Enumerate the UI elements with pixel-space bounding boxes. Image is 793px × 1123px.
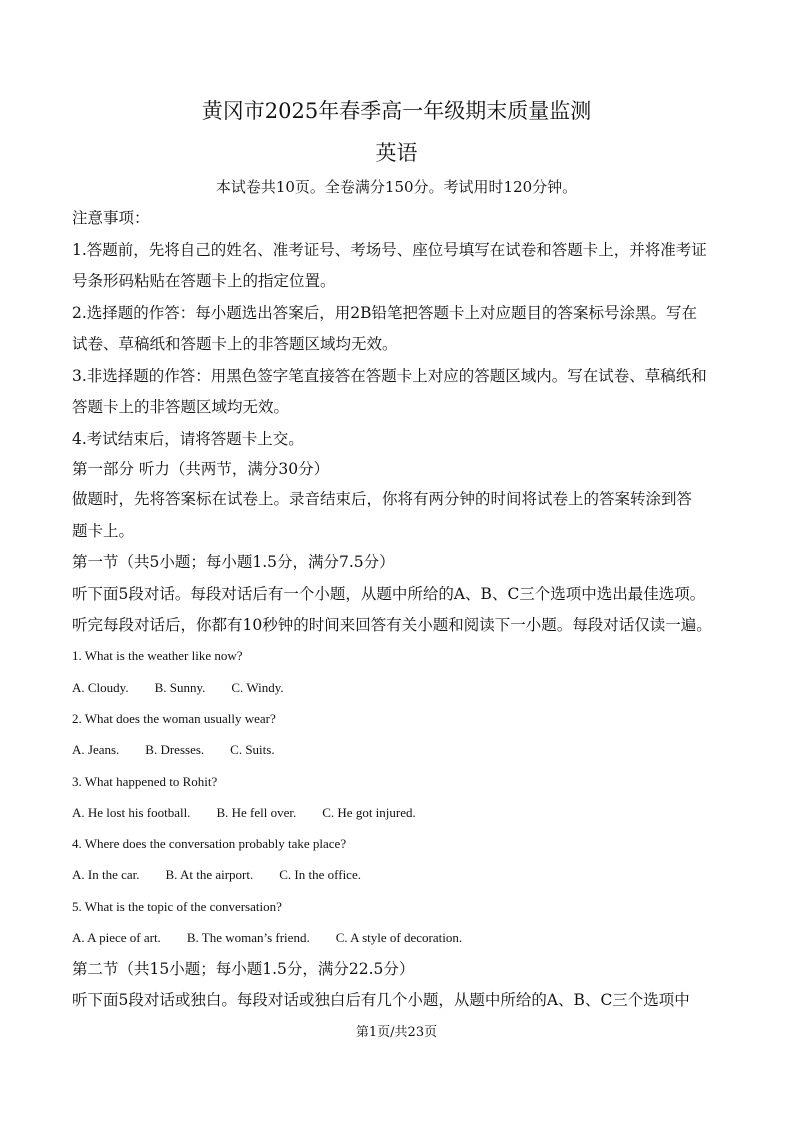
option-a: A. Jeans. [72,742,120,757]
question-4: 4. Where does the conversation probably take place? [72,836,347,851]
question-2-options [72,741,301,759]
question-5: 5. What is the topic of the conversation? [72,899,282,914]
part1-instruction-line-2: 题卡上。 [72,522,135,540]
part1-heading: 第一部分 听力（共两节，满分30分） [72,460,330,478]
section2-heading: 第二节（共15小题；每小题1.5分，满分22.5分） [72,960,415,978]
note-3-line-1: 3.非选择题的作答：用黑色签字笔直接答在答题卡上对应的答题区域内。写在试卷、草稿纸和 [72,367,707,385]
option-c: C. In the office. [279,867,361,882]
section2-instruction-line-1: 听下面5段对话或独白。每段对话或独白后有几个小题，从题中所给的A、B、C三个选项中 [72,991,690,1009]
option-b: B. The woman’s friend. [186,930,310,945]
option-c: C. A style of decoration. [335,930,463,945]
option-b: B. Sunny. [154,680,206,695]
option-a: A. He lost his football. [72,805,191,820]
option-a: A. Cloudy. [72,680,129,695]
section1-instruction-line-2: 听完每段对话后，你都有10秒钟的时间来回答有关小题和阅读下一小题。每段对话仅读一遍。 [72,616,712,634]
page-footer: 第1页/共23页 [355,1025,438,1040]
section1-heading: 第一节（共5小题；每小题1.5分，满分7.5分） [72,553,395,571]
note-4: 4.考试结束后，请将答题卡上交。 [72,430,304,448]
note-1-line-2: 号条形码粘贴在答题卡上的指定位置。 [72,272,336,290]
question-5-options [72,929,488,947]
option-c: C. Windy. [231,680,284,695]
question-2: 2. What does the woman usually wear? [72,711,276,726]
question-3: 3. What happened to Rohit? [72,774,218,789]
option-c: C. Suits. [230,742,275,757]
exam-intro: 本试卷共10页。全卷满分150分。考试用时120分钟。 [215,178,578,196]
question-3-options [72,804,442,822]
option-b: B. He fell over. [216,805,297,820]
page-title: 黄冈市2025年春季高一年级期末质量监测 [201,99,592,123]
note-3-line-2: 答题卡上的非答题区域均无效。 [72,398,290,416]
section1-instruction-line-1: 听下面5段对话。每段对话后有一个小题，从题中所给的A、B、C三个选项中选出最佳选项。 [72,585,706,603]
notes-heading: 注意事项： [72,209,150,227]
question-4-options [72,866,387,884]
question-1: 1. What is the weather like now? [72,648,243,663]
option-a: A. A piece of art. [72,930,161,945]
subject-title: 英语 [375,141,418,165]
note-1-line-1: 1.答题前，先将自己的姓名、准考证号、考场号、座位号填写在试卷和答题卡上，并将准考证 [72,241,707,259]
option-c: C. He got injured. [322,805,416,820]
option-b: B. At the airport. [165,867,254,882]
option-b: B. Dresses. [145,742,205,757]
note-2-line-1: 2.选择题的作答：每小题选出答案后，用2B铅笔把答题卡上对应题目的答案标号涂黑。写在 [72,304,698,322]
part1-instruction-line-1: 做题时，先将答案标在试卷上。录音结束后，你将有两分钟的时间将试卷上的答案转涂到答 [72,490,693,508]
question-1-options [72,679,310,697]
option-a: A. In the car. [72,867,140,882]
note-2-line-2: 试卷、草稿纸和答题卡上的非答题区域均无效。 [72,335,398,353]
